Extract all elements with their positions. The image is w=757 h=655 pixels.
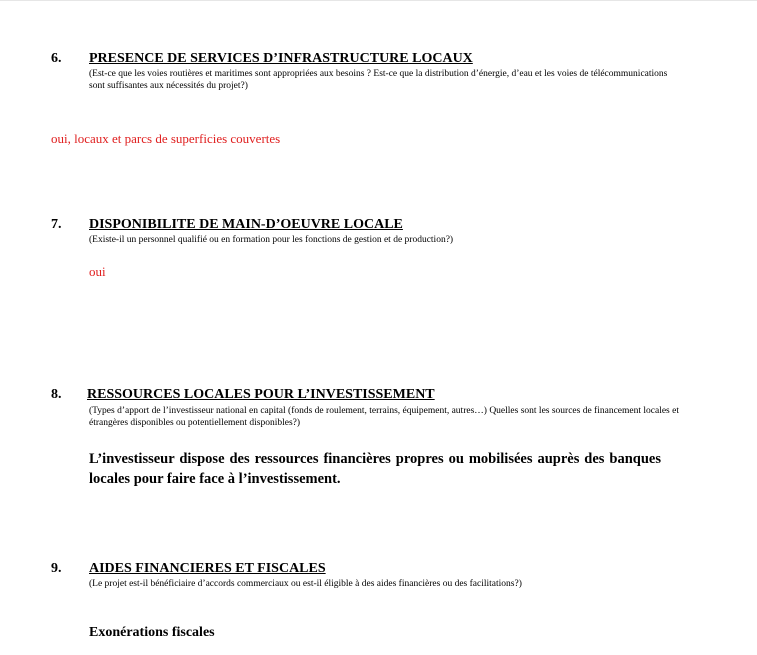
section-7-title: DISPONIBILITE DE MAIN-D’OEUVRE LOCALE — [89, 217, 403, 232]
section-7-answer: oui — [89, 264, 106, 279]
section-7-number: 7. — [51, 217, 62, 232]
page-top-border — [0, 0, 757, 1]
section-6-title: PRESENCE DE SERVICES D’INFRASTRUCTURE LOCAUX — [89, 51, 473, 66]
section-6-description: (Est-ce que les voies routières et maritimes sont appropriées aux besoins ? Est-ce que la distribution d’énergie, d’eau et les voies de télécommunications sont suffisantes aux nécessités du projet?) — [89, 69, 668, 91]
section-8-answer: L’investisseur dispose des ressources financières propres ou mobilisées auprès des banques locales pour faire face à l’investissement. — [89, 451, 661, 487]
section-7-description: (Existe-il un personnel qualifié ou en formation pour les fonctions de gestion et de production?) — [89, 235, 454, 245]
section-9-title: AIDES FINANCIERES ET FISCALES — [89, 561, 326, 576]
section-6-answer: oui, locaux et parcs de superficies couvertes — [51, 131, 281, 146]
section-8-number: 8. — [51, 387, 62, 402]
section-8-title: RESSOURCES LOCALES POUR L’INVESTISSEMENT — [87, 387, 435, 402]
section-9-number: 9. — [51, 561, 62, 576]
section-9-description: (Le projet est-il bénéficiaire d’accords commerciaux ou est-il éligible à des aides financières ou des facilitations?) — [89, 579, 522, 589]
section-8-description: (Types d’apport de l’investisseur national en capital (fonds de roulement, terrains, équipement, autres…) Quelles sont les sources de financement locales et étrangères disponibles ou potentiellement disponibles?) — [89, 406, 679, 428]
section-9-answer: Exonérations fiscales — [89, 625, 215, 640]
section-6-number: 6. — [51, 51, 62, 66]
